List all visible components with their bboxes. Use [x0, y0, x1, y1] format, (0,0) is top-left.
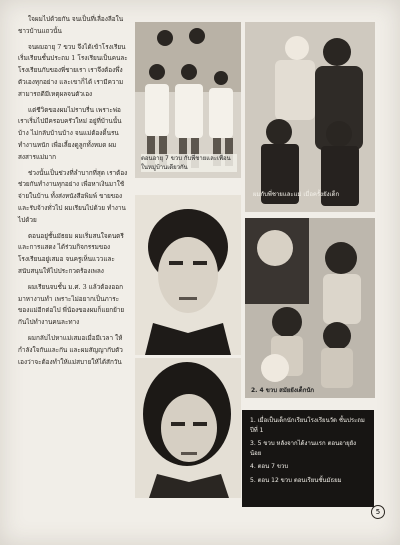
photo-young-man — [135, 358, 241, 498]
article-paragraph: ผมกลับไปหาแม่เสมอเมื่อมีเวลา ให้กำลังใจกันและกัน และผมสัญญากับตัวเองว่าจะต้องทำให้แม่สบายให้ได้สักวัน — [18, 333, 123, 366]
article-paragraph: ผมเรียนจบชั้น ม.ศ. 3 แล้วต้องออกมาหางานทำ เพราะไม่อยากเป็นภาระของแม่อีกต่อไป พี่น้องของผมก็แยกย้ายกันไปทำงานคนละทาง — [18, 282, 125, 327]
photo-family — [245, 22, 375, 212]
photo-boy-portrait — [135, 195, 241, 355]
caption-item: 1. เมื่อเป็นเด็กนักเรียนโรงเรียนวัด ชั้นประถมปีที่ 1 — [250, 417, 365, 434]
article-text — [18, 14, 130, 372]
caption-item: 3. 5 ขวบ หลังจากได้งานแรก ตอนอายุยังน้อย — [250, 440, 357, 457]
photo-caption: ตอนอายุ 7 ขวบ กับพี่ชายและเพื่อนในหมู่บ้านเดียวกัน — [141, 154, 237, 172]
caption-list — [242, 410, 374, 507]
photo-caption: ผมกับพี่ชายและแม่ เมื่อครั้งยังเด็ก — [253, 191, 340, 198]
article-paragraph: ใจผมไปด้วยกัน จนเป็นที่เลื่องลือในชาวบ้านแถวนั้น — [18, 15, 124, 35]
article-paragraph: ตอนอยู่ชั้นมัธยม ผมเริ่มสนใจดนตรีและการแสดง ได้ร่วมกิจกรรมของโรงเรียนอยู่เสมอ จนครูเห็นแววและสนับสนุนให้ไปประกวดร้องเพลง — [18, 231, 124, 275]
page-number: 5 — [371, 505, 385, 519]
caption-item: 4. ตอน 7 ขวบ — [250, 463, 289, 470]
article-paragraph: ช่วงนั้นเป็นช่วงที่ลำบากที่สุด เราต้องช่วยกันทำงานทุกอย่าง เพื่อหาเงินมาใช้จ่ายในบ้าน ทั้งส่งหนังสือพิมพ์ ขายของ และรับจ้างทั่วไป ผมเรียนไปด้วย ทำงานไปด้วย — [18, 168, 128, 224]
photo-caption: 2. 4 ขวบ สมัยยังเด็กนัก — [251, 387, 315, 394]
photo-boys-group — [135, 22, 241, 178]
article-paragraph: จนผมอายุ 7 ขวบ จึงได้เข้าโรงเรียน เริ่มเรียนชั้นประถม 1 โรงเรียนเป็นคนละโรงเรียนกับของพี่ชายเรา เราจึงต้องพึ่งตัวเองทุกอย่าง และเขาก็ได้ เรามีความสามารถดีมีเหตุผลจนตัวเอง — [18, 42, 128, 98]
photo-kids-collage — [245, 218, 375, 398]
caption-item: 5. ตอน 12 ขวบ ตอนเรียนชั้นมัธยม — [250, 476, 342, 484]
article-paragraph: แต่ชีวิตของผมไม่ราบรื่น เพราะพ่อเราเริ่มไปมีครอบครัวใหม่ อยู่ที่บ้านนั้นบ้าง ไม่กลับบ้านบ้าง จนแม่ต้องดิ้นรนทำงานหนัก เพื่อเลี้ยงดูลูกทั้งหมด ผมสงสารแม่มาก — [18, 105, 122, 161]
